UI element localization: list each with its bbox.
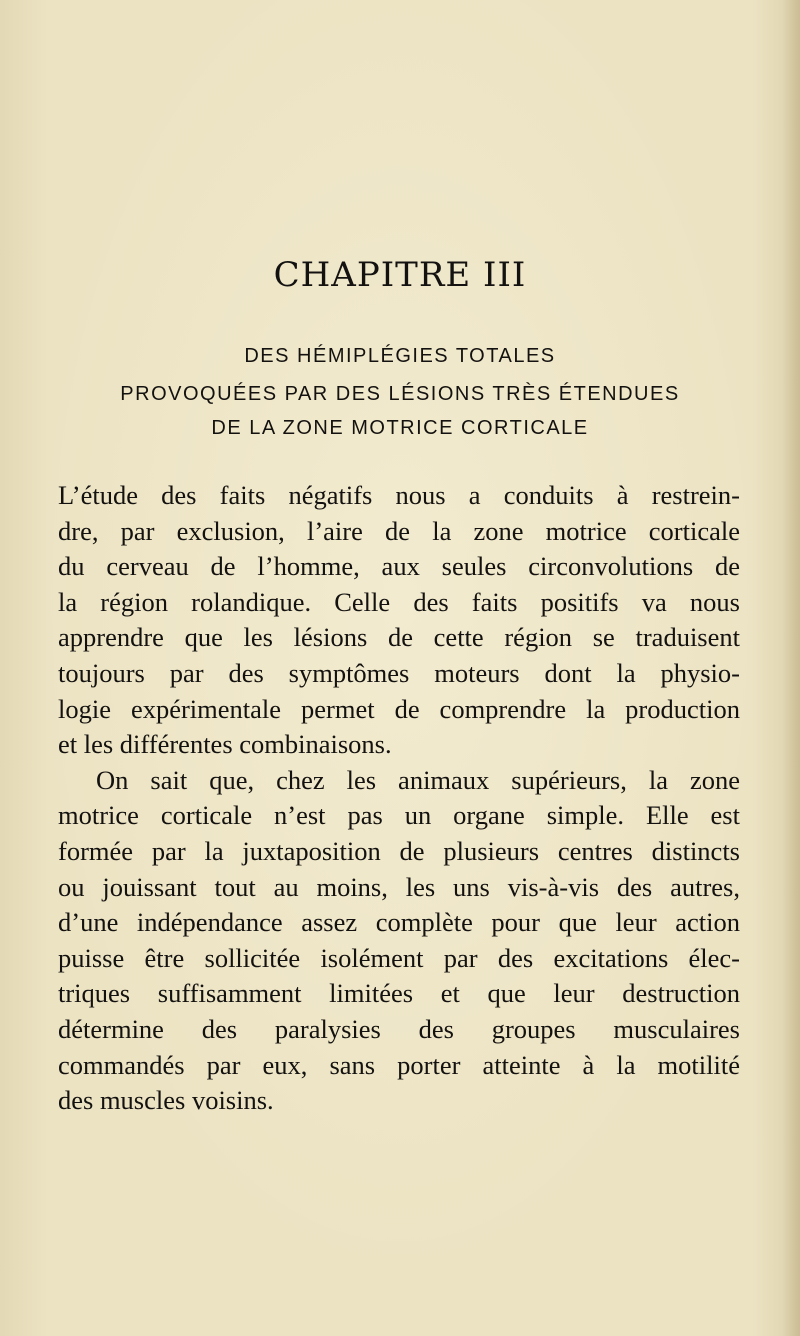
text-line: et les différentes combinaisons. [58,729,392,760]
chapter-subtitle-line: DE LA ZONE MOTRICE CORTICALE [211,417,589,439]
text-line: toujours par des symptômes moteurs dont la physio- [58,657,740,688]
text-line: la région rolandique. Celle des faits positifs va nous [58,586,740,617]
paragraph-1 [58,478,740,763]
text-line: apprendre que les lésions de cette région se traduisent [58,622,740,653]
text-line: puisse être sollicitée isolément par des excitations élec- [58,942,740,973]
chapter-subtitle-line: PROVOQUÉES PAR DES LÉSIONS TRÈS ÉTENDUES [120,383,680,405]
text-line: détermine des paralysies des groupes musculaires [58,1013,740,1044]
text-line: On sait que, chez les animaux supérieurs, la zone [96,764,740,795]
text-line: motrice corticale n’est pas un organe simple. Elle est [58,800,740,831]
text-line: des muscles voisins. [58,1085,274,1116]
text-line: L’étude des faits négatifs nous a conduits à restrein- [58,480,740,510]
chapter-subtitle-line: DES HÉMIPLÉGIES TOTALES [244,345,556,367]
text-line: triques suffisamment limitées et que leur destruction [58,978,740,1009]
text-line: formée par la juxtaposition de plusieurs centres distincts [58,835,740,866]
chapter-body [58,478,740,1119]
text-line: d’une indépendance assez complète pour que leur action [58,907,740,938]
page-edge-shading [782,0,800,1336]
text-line: commandés par eux, sans porter atteinte à la motilité [58,1049,740,1080]
paragraph-2 [58,763,740,1119]
text-line: dre, par exclusion, l’aire de la zone motrice corticale [58,515,740,546]
text-line: ou jouissant tout au moins, les uns vis-à-vis des autres, [58,871,740,902]
chapter-title: CHAPITRE III [273,255,527,295]
text-line: logie expérimentale permet de comprendre la production [58,693,740,724]
text-line: du cerveau de l’homme, aux seules circonvolutions de [58,551,740,582]
